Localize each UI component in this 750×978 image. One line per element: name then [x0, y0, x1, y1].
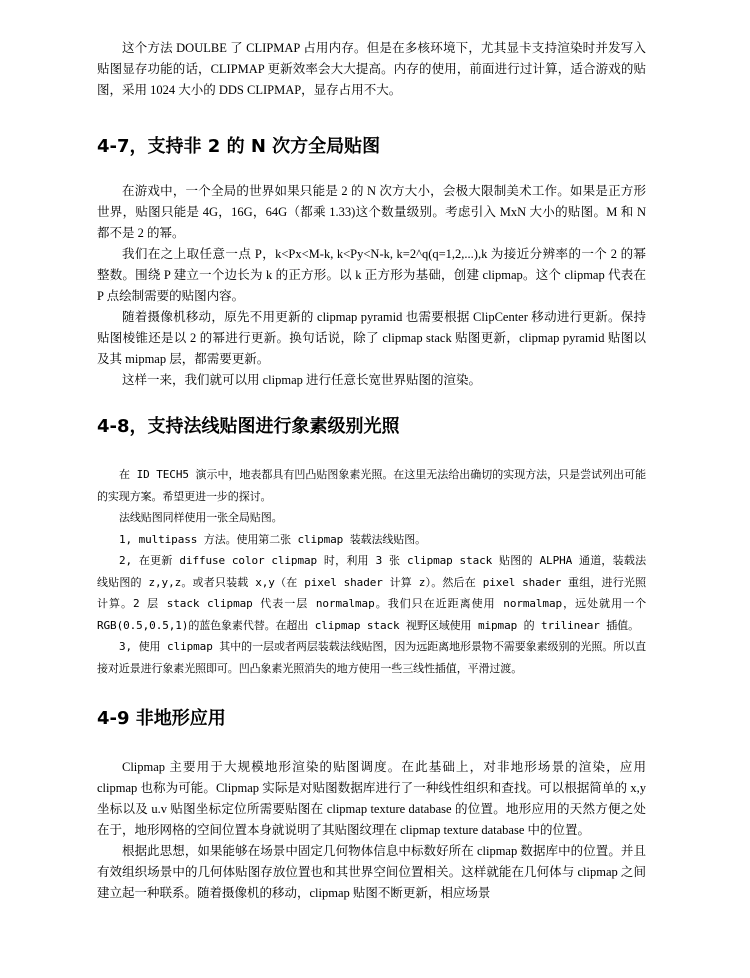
section-4-8-list-item-3: 3, 使用 clipmap 其中的一层或者两层装载法线贴图，因为远距离地形景物不需要象素级别的光照。所以直接对近景进行象素光照即可。凹凸象素光照消失的地方使用一些三线性插值，平滑过渡。 [97, 640, 646, 675]
intro-paragraph: 这个方法 DOULBE 了 CLIPMAP 占用内存。但是在多核环境下，尤其显卡支持渲染时并发写入贴图显存功能的话，CLIPMAP 更新效率会大大提高。内存的使用，前面进行过计算，适合游戏的贴图，采用 1024 大小的 DDS CLIPMAP，显存占用不大。 [97, 41, 646, 97]
document-page [97, 38, 646, 904]
section-heading-4-8: 4-8，支持法线贴图进行象素级别光照 [97, 416, 400, 437]
section-heading-4-9: 4-9 非地形应用 [97, 708, 226, 729]
section-4-7-paragraph-3: 随着摄像机移动，原先不用更新的 clipmap pyramid 也需要根据 ClipCenter 移动进行更新。保持贴图棱锥还是以 2 的幂进行更新。换句话说，除了 clipmap stack 贴图更新，clipmap pyramid 贴图以及其 mipmap 层，都需要更新。 [97, 310, 646, 366]
section-4-9-paragraph-2: 根据此思想，如果能够在场景中固定几何物体信息中标数好所在 clipmap 数据库中的位置。并且有效组织场景中的几何体贴图存放位置也和其世界空间位置相关。这样就能在几何体与 clipmap 之间建立起一种联系。随着摄像机的移动，clipmap 贴图不断更新，相应场景 [97, 844, 646, 900]
section-4-8-list-item-2: 2, 在更新 diffuse color clipmap 时，利用 3 张 clipmap stack 贴图的 ALPHA 通道，装载法线贴图的 z,y,z。或者只装载 x,y（在 pixel shader 计算 z）。然后在 pixel shader 重组，进行光照计算。2 层 stack clipmap 代表一层 normalmap。我们只在近距离使用 normalmap，远处就用一个 RGB(0.5,0.5,1)的蓝色象素代替。在超出 clipmap stack 视野区域使用 mipmap 的 trilinear 插值。 [97, 554, 646, 632]
section-4-8-paragraph-2: 法线贴图同样使用一张全局贴图。 [119, 511, 283, 524]
section-4-7-paragraph-2: 我们在之上取任意一点 P，k<Px<M-k, k<Py<N-k, k=2^q(q=1,2,...),k 为接近分辨率的一个 2 的幂整数。围绕 P 建立一个边长为 k 的正方形。以 k 正方形为基础，创建 clipmap。这个 clipmap 代表在 P 点绘制需要的贴图内容。 [97, 247, 646, 303]
section-4-8-list-item-1: 1, multipass 方法。使用第二张 clipmap 装载法线贴图。 [119, 532, 426, 546]
section-heading-4-7: 4-7，支持非 2 的 N 次方全局贴图 [97, 136, 381, 157]
section-4-8-paragraph-1: 在 ID TECH5 演示中，地表都具有凹凸贴图象素光照。在这里无法给出确切的实现方法，只是尝试列出可能的实现方案。希望更进一步的探讨。 [97, 468, 646, 503]
section-4-7-paragraph-4: 这样一来，我们就可以用 clipmap 进行任意长宽世界贴图的渲染。 [122, 373, 482, 387]
section-4-9-paragraph-1: Clipmap 主要用于大规模地形渲染的贴图调度。在此基础上，对非地形场景的渲染，应用 clipmap 也称为可能。Clipmap 实际是对贴图数据库进行了一种线性组织和查找。可以根据简单的 x,y 坐标以及 u.v 贴图坐标定位所需要贴图在 clipmap texture database 的位置。地形应用的天然方便之处在于，地形网格的空间位置本身就说明了其贴图纹理在 clipmap texture database 中的位置。 [97, 760, 646, 837]
section-4-7-paragraph-1: 在游戏中，一个全局的世界如果只能是 2 的 N 次方大小，会极大限制美术工作。如果是正方形世界，贴图只能是 4G，16G，64G（都乘 1.33)这个数量级别。考虑引入 MxN 大小的贴图。M 和 N 都不是 2 的幂。 [97, 184, 646, 240]
